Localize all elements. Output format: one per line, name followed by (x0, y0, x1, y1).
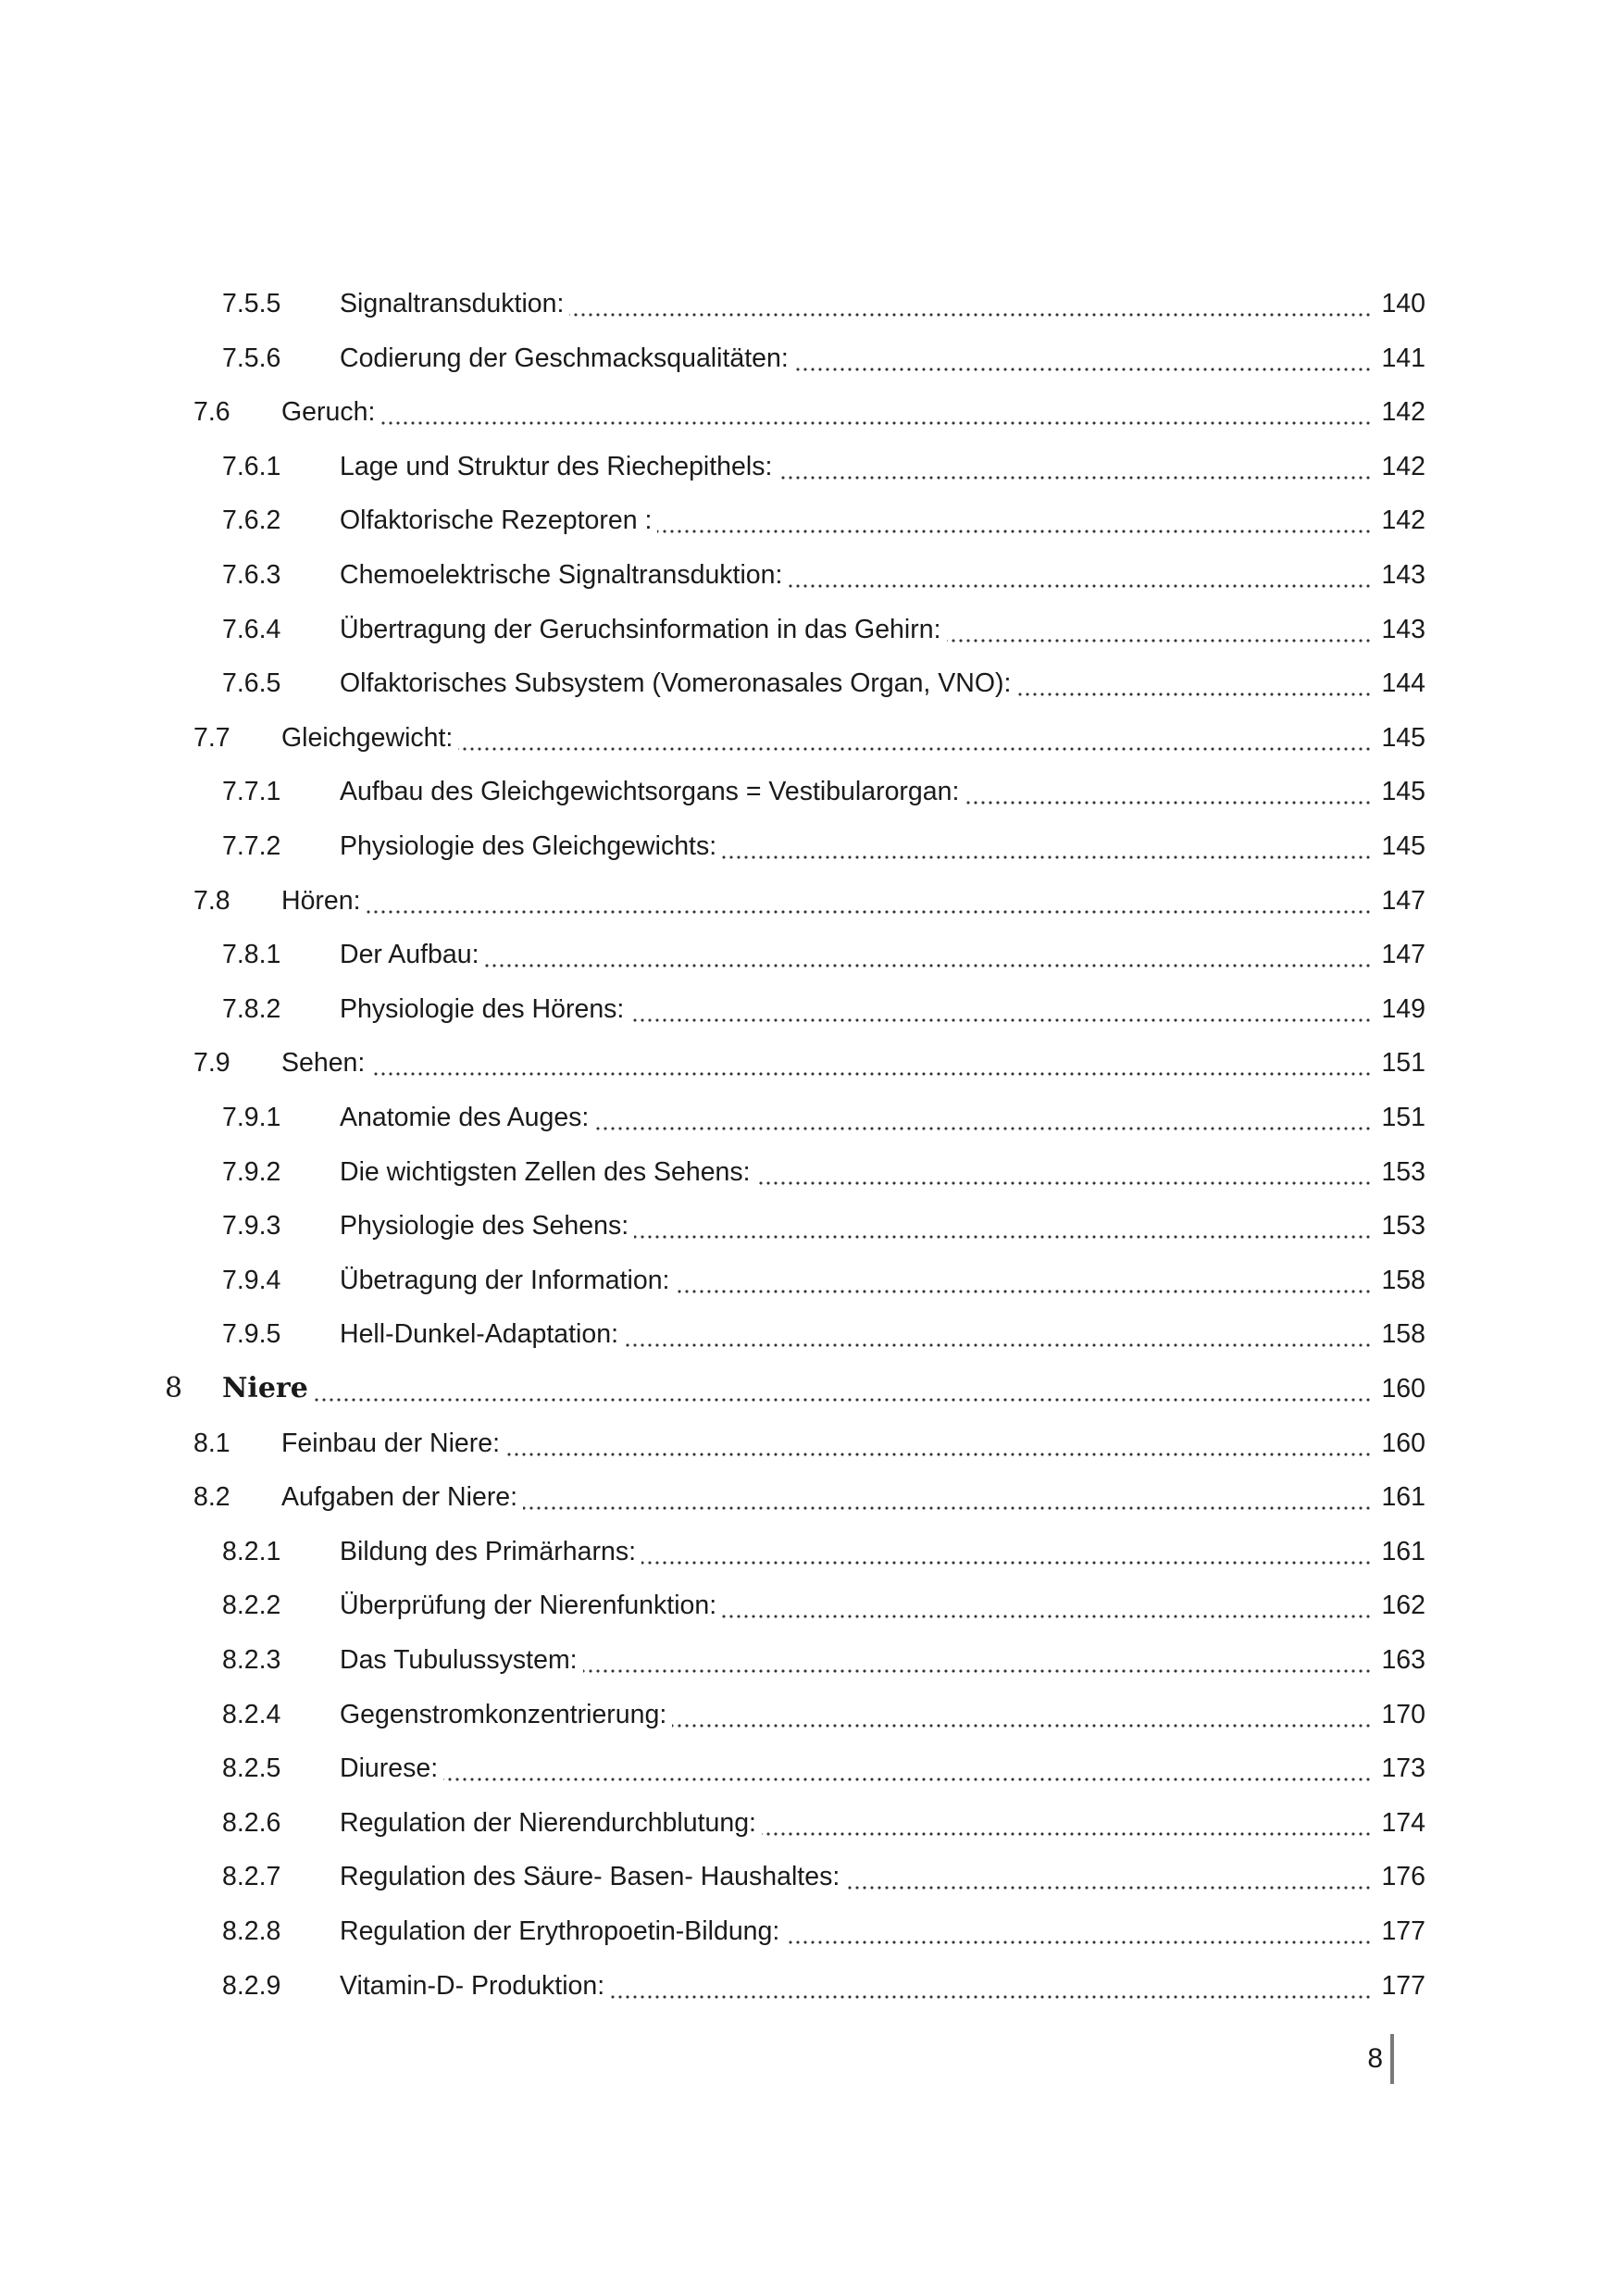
toc-entry-page: 153 (1381, 1157, 1425, 1187)
toc-dot-leader (965, 777, 1372, 805)
toc-entry-title: Übetragung der Information: (340, 1266, 670, 1295)
toc-entry[interactable] (0, 1416, 1618, 1470)
toc-entry-number: 7.9.5 (222, 1319, 281, 1349)
toc-entry-page: 161 (1381, 1537, 1425, 1566)
toc-dot-leader (634, 1211, 1372, 1239)
toc-dot-leader (756, 1157, 1372, 1185)
toc-entry-title: Diurese: (340, 1753, 439, 1783)
toc-entry-number: 8.2 (193, 1482, 230, 1512)
toc-entry-page: 174 (1381, 1808, 1425, 1838)
toc-dot-leader (1016, 668, 1372, 696)
toc-entry-title: Chemoelektrische Signaltransduktion: (340, 560, 783, 590)
toc-entry-title: Hell-Dunkel-Adaptation: (340, 1319, 618, 1349)
toc-entry-number: 7.9 (193, 1048, 230, 1078)
toc-entry-page: 145 (1381, 777, 1425, 806)
toc-entry-page: 163 (1381, 1645, 1425, 1675)
toc-entry-page: 143 (1381, 560, 1425, 590)
toc-entry-number: 7.9.4 (222, 1266, 281, 1295)
toc-entry[interactable] (0, 1850, 1618, 1903)
toc-entry-page: 160 (1381, 1374, 1425, 1404)
toc-entry[interactable] (0, 765, 1618, 818)
toc-entry-page: 145 (1381, 831, 1425, 861)
toc-entry[interactable] (0, 603, 1618, 656)
toc-entry-number: 8.2.6 (222, 1808, 281, 1838)
toc-entry-number: 7.6.5 (222, 668, 281, 698)
toc-entry-number: 7.5.5 (222, 289, 281, 318)
toc-entry-number: 7.8.1 (222, 940, 281, 969)
toc-entry-page: 160 (1381, 1429, 1425, 1458)
toc-entry-page: 144 (1381, 668, 1425, 698)
page-number: 8 (1367, 2043, 1383, 2074)
toc-dot-leader (380, 397, 1372, 425)
toc-entry-number: 7.8 (193, 886, 230, 916)
toc-entry[interactable] (0, 1470, 1618, 1524)
toc-entry-page: 151 (1381, 1048, 1425, 1078)
toc-entry-page: 147 (1381, 886, 1425, 916)
toc-entry[interactable] (0, 331, 1618, 385)
toc-entry-title: Bildung des Primärharns: (340, 1537, 636, 1566)
toc-entry-title: Niere (222, 1372, 308, 1404)
toc-dot-leader (314, 1374, 1372, 1402)
toc-entry-number: 8.2.3 (222, 1645, 281, 1675)
toc-entry-title: Das Tubulussystem: (340, 1645, 578, 1675)
toc-dot-leader (947, 615, 1372, 643)
toc-entry-title: Olfaktorische Rezeptoren : (340, 505, 653, 535)
toc-entry-page: 145 (1381, 723, 1425, 753)
toc-dot-leader (672, 1700, 1372, 1728)
toc-entry[interactable] (0, 1525, 1618, 1578)
toc-dot-leader (845, 1862, 1372, 1890)
toc-entry-page: 140 (1381, 289, 1425, 318)
toc-entry-page: 147 (1381, 940, 1425, 969)
toc-entry-title: Codierung der Geschmacksqualitäten: (340, 343, 789, 373)
toc-entry[interactable] (0, 1688, 1618, 1741)
toc-entry-page: 161 (1381, 1482, 1425, 1512)
toc-entry[interactable] (0, 1145, 1618, 1199)
toc-entry-page: 142 (1381, 452, 1425, 481)
toc-entry[interactable] (0, 440, 1618, 493)
toc-entry[interactable] (0, 982, 1618, 1036)
toc-dot-leader (367, 886, 1372, 914)
toc-entry-number: 7.9.1 (222, 1103, 281, 1132)
toc-dot-leader (594, 1103, 1372, 1130)
toc-entry-page: 149 (1381, 994, 1425, 1024)
toc-entry[interactable] (0, 656, 1618, 710)
toc-entry-number: 8.2.5 (222, 1753, 281, 1783)
toc-entry-page: 142 (1381, 397, 1425, 427)
toc-dot-leader (583, 1645, 1372, 1673)
toc-entry-title: Der Aufbau: (340, 940, 479, 969)
toc-entry-title: Die wichtigsten Zellen des Sehens: (340, 1157, 751, 1187)
toc-entry[interactable] (0, 1362, 1618, 1416)
toc-entry-number: 7.8.2 (222, 994, 281, 1024)
toc-dot-leader (485, 940, 1372, 967)
toc-entry-title: Hören: (281, 886, 361, 916)
page-footer (1333, 2034, 1407, 2084)
toc-entry[interactable] (0, 1578, 1618, 1632)
toc-entry-title: Lage und Struktur des Riechepithels: (340, 452, 773, 481)
toc-dot-leader (788, 560, 1372, 588)
toc-entry[interactable] (0, 1796, 1618, 1850)
toc-entry[interactable] (0, 928, 1618, 981)
toc-entry[interactable] (0, 1036, 1618, 1090)
toc-entry-title: Regulation des Säure- Basen- Haushaltes: (340, 1862, 840, 1891)
toc-entry-number: 8.2.8 (222, 1916, 281, 1946)
toc-entry[interactable] (0, 1904, 1618, 1958)
toc-entry-page: 142 (1381, 505, 1425, 535)
toc-entry-number: 7.7 (193, 723, 230, 753)
toc-entry-title: Signaltransduktion: (340, 289, 565, 318)
toc-entry-page: 177 (1381, 1916, 1425, 1946)
toc-entry-number: 7.6 (193, 397, 230, 427)
toc-entry-number: 7.6.3 (222, 560, 281, 590)
toc-dot-leader (675, 1266, 1372, 1293)
toc-entry-page: 158 (1381, 1319, 1425, 1349)
toc-entry[interactable] (0, 1741, 1618, 1795)
toc-entry-number: 7.7.1 (222, 777, 281, 806)
toc-dot-leader (624, 1319, 1372, 1347)
toc-entry-page: 176 (1381, 1862, 1425, 1891)
toc-entry-number: 7.9.2 (222, 1157, 281, 1187)
toc-dot-leader (762, 1808, 1372, 1836)
toc-entry-number: 8.2.9 (222, 1971, 281, 2001)
toc-entry-page: 143 (1381, 615, 1425, 644)
toc-entry-number: 7.7.2 (222, 831, 281, 861)
toc-entry-title: Anatomie des Auges: (340, 1103, 590, 1132)
toc-entry-number: 7.9.3 (222, 1211, 281, 1241)
toc-entry[interactable] (0, 711, 1618, 765)
toc-dot-leader (794, 343, 1372, 371)
toc-entry-number: 8.2.7 (222, 1862, 281, 1891)
toc-entry-title: Olfaktorisches Subsystem (Vomeronasales Organ, VNO): (340, 668, 1012, 698)
toc-dot-leader (610, 1971, 1372, 1999)
toc-entry-title: Geruch: (281, 397, 376, 427)
toc-entry-title: Regulation der Erythropoetin-Bildung: (340, 1916, 780, 1946)
toc-dot-leader (458, 723, 1372, 751)
toc-entry[interactable] (0, 1254, 1618, 1307)
toc-entry-page: 151 (1381, 1103, 1425, 1132)
toc-entry-title: Physiologie des Hörens: (340, 994, 625, 1024)
toc-entry-number: 8.2.2 (222, 1591, 281, 1620)
toc-entry-title: Aufbau des Gleichgewichtsorgans = Vestibularorgan: (340, 777, 960, 806)
toc-entry-page: 162 (1381, 1591, 1425, 1620)
toc-entry-page: 158 (1381, 1266, 1425, 1295)
toc-dot-leader (523, 1482, 1372, 1510)
toc-entry-title: Vitamin-D- Produktion: (340, 1971, 605, 2001)
toc-dot-leader (505, 1429, 1372, 1456)
toc-entry[interactable] (0, 819, 1618, 873)
toc-dot-leader (657, 505, 1372, 533)
toc-dot-leader (785, 1916, 1372, 1944)
toc-dot-leader (370, 1048, 1372, 1076)
toc-entry[interactable] (0, 1633, 1618, 1687)
toc-entry-number: 7.5.6 (222, 343, 281, 373)
toc-dot-leader (443, 1753, 1372, 1781)
toc-entry[interactable] (0, 874, 1618, 928)
toc-entry-number: 8.2.4 (222, 1700, 281, 1729)
toc-entry-title: Gleichgewicht: (281, 723, 454, 753)
toc-dot-leader (641, 1537, 1372, 1565)
toc-entry[interactable] (0, 1091, 1618, 1144)
toc-entry-page: 177 (1381, 1971, 1425, 2001)
toc-entry[interactable] (0, 493, 1618, 547)
toc-entry[interactable] (0, 1959, 1618, 2013)
toc-dot-leader (722, 1591, 1372, 1618)
toc-entry-page: 141 (1381, 343, 1425, 373)
toc-entry-title: Feinbau der Niere: (281, 1429, 501, 1458)
toc-entry-title: Sehen: (281, 1048, 366, 1078)
toc-entry-title: Gegenstromkonzentrierung: (340, 1700, 667, 1729)
toc-entry-title: Physiologie des Sehens: (340, 1211, 629, 1241)
toc-dot-leader (569, 289, 1372, 317)
toc-dot-leader (722, 831, 1372, 859)
toc-entry-number: 7.6.2 (222, 505, 281, 535)
toc-entry-title: Physiologie des Gleichgewichts: (340, 831, 717, 861)
toc-entry-number: 8 (165, 1372, 183, 1404)
toc-entry-number: 7.6.4 (222, 615, 281, 644)
page-number-rule (1390, 2034, 1394, 2084)
toc-entry[interactable] (0, 1199, 1618, 1253)
toc-entry-title: Aufgaben der Niere: (281, 1482, 518, 1512)
toc-entry-page: 173 (1381, 1753, 1425, 1783)
toc-entry[interactable] (0, 385, 1618, 439)
toc-entry-title: Regulation der Nierendurchblutung: (340, 1808, 756, 1838)
toc-dot-leader (778, 452, 1372, 480)
toc-entry[interactable] (0, 277, 1618, 331)
toc-entry-title: Übertragung der Geruchsinformation in das Gehirn: (340, 615, 941, 644)
toc-entry-number: 8.2.1 (222, 1537, 281, 1566)
toc-entry-page: 153 (1381, 1211, 1425, 1241)
toc-entry-number: 7.6.1 (222, 452, 281, 481)
toc-entry[interactable] (0, 1307, 1618, 1361)
toc-entry-title: Überprüfung der Nierenfunktion: (340, 1591, 717, 1620)
toc-entry-number: 8.1 (193, 1429, 230, 1458)
toc-dot-leader (629, 994, 1372, 1022)
toc-entry-page: 170 (1381, 1700, 1425, 1729)
toc-entry[interactable] (0, 548, 1618, 602)
